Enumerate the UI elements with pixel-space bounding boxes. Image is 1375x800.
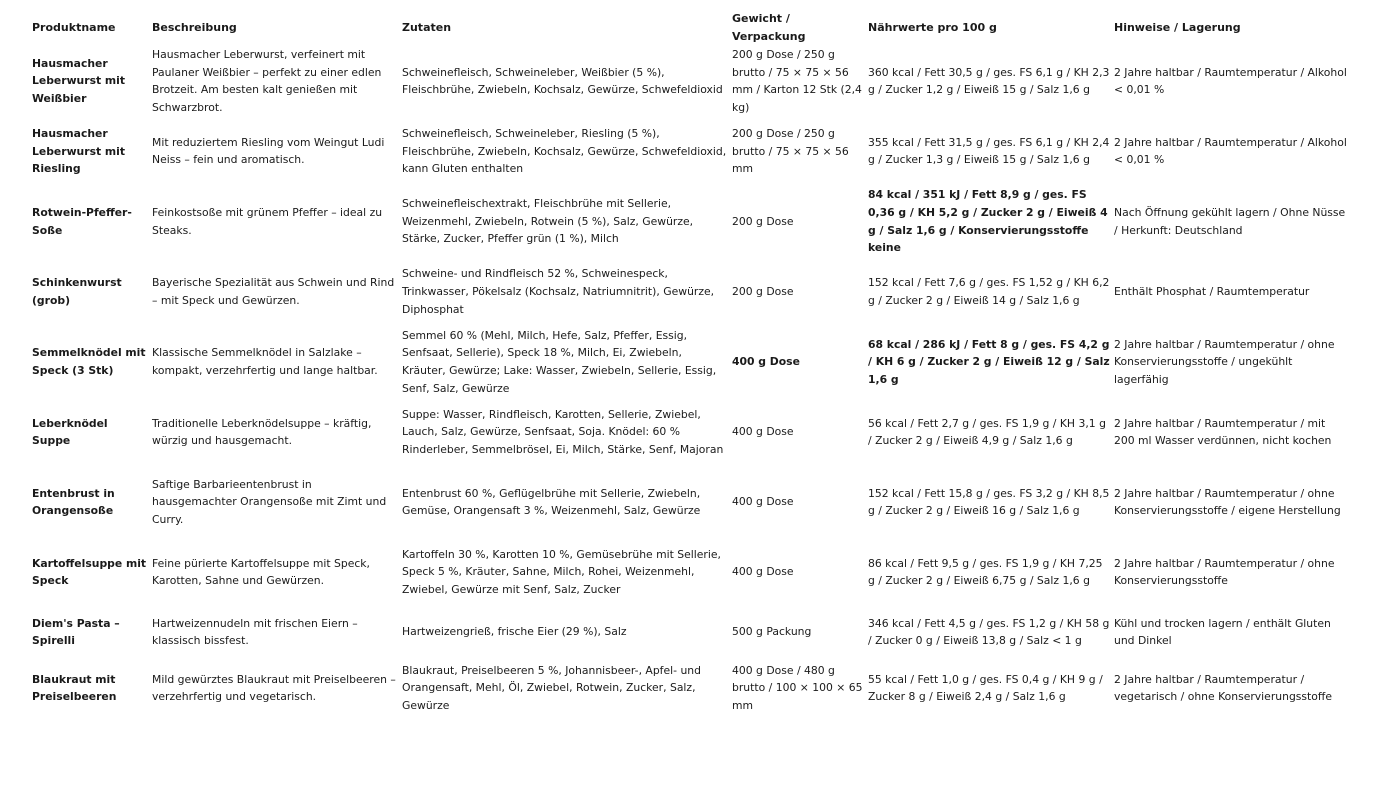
product-description: Feine pürierte Kartoffelsuppe mit Speck, Karotten, Sahne und Gewürzen. — [152, 556, 370, 588]
header-name: Produktname — [32, 21, 116, 35]
product-notes: 2 Jahre haltbar / Raumtemperatur / Alkohol < 0,01 % — [1114, 135, 1347, 167]
product-name: Schinkenwurst (grob) — [32, 276, 122, 307]
header-description: Beschreibung — [152, 21, 237, 35]
product-weight: 400 g Dose — [732, 495, 794, 509]
header-notes: Hinweise / Lagerung — [1114, 21, 1241, 35]
table-row — [30, 257, 1350, 327]
product-ingredients: Suppe: Wasser, Rindfleisch, Karotten, Sellerie, Zwiebel, Lauch, Salz, Gewürze, Senfsaat, Soja. Knödel: 60 % Rinderleber, Semmelbrösel, Ei, Milch, Stärke, Senf, Majoran — [402, 407, 724, 456]
table-row — [30, 467, 1350, 537]
table-row — [30, 116, 1350, 186]
product-name: Diem's Pasta – Spirelli — [32, 616, 120, 648]
header-ingredients: Zutaten — [402, 21, 452, 35]
product-nutrition: 56 kcal / Fett 2,7 g / ges. FS 1,9 g / KH 3,1 g / Zucker 2 g / Eiweiß 4,9 g / Salz 1,6 g — [868, 416, 1106, 448]
product-ingredients: Schweinefleisch, Schweineleber, Riesling (5 %), Fleischbrühe, Zwiebeln, Kochsalz, Gewürze, Schwefeldioxid, kann Gluten enthalten — [402, 126, 727, 176]
product-weight: 200 g Dose — [732, 214, 794, 228]
product-weight: 400 g Dose — [732, 565, 794, 579]
product-weight: 200 g Dose — [732, 284, 794, 298]
product-notes: Kühl und trocken lagern / enthält Gluten und Dinkel — [1114, 616, 1331, 648]
header-row — [30, 10, 1350, 46]
table-row — [30, 607, 1350, 657]
product-notes: 2 Jahre haltbar / Raumtemperatur / mit 200 ml Wasser verdünnen, nicht kochen — [1114, 416, 1332, 448]
product-description: Mild gewürztes Blaukraut mit Preiselbeeren – verzehrfertig und vegetarisch. — [152, 672, 396, 704]
product-nutrition: 360 kcal / Fett 30,5 g / ges. FS 6,1 g / KH 2,3 g / Zucker 1,2 g / Eiweiß 15 g / Salz 1,6 g — [868, 65, 1110, 97]
product-weight: 400 g Dose — [732, 355, 800, 369]
table-row — [30, 397, 1350, 467]
product-notes: 2 Jahre haltbar / Raumtemperatur / vegetarisch / ohne Konservierungsstoffe — [1114, 672, 1332, 704]
product-weight: 200 g Dose / 250 g brutto / 75 × 75 × 56 mm — [732, 126, 849, 176]
product-description: Saftige Barbarieentenbrust in hausgemachter Orangensoße mit Zimt und Curry. — [152, 477, 387, 526]
header-nutrition: Nährwerte pro 100 g — [868, 21, 997, 35]
product-name: Leberknödel Suppe — [32, 416, 108, 448]
product-description: Traditionelle Leberknödelsuppe – kräftig, würzig und hausgemacht. — [152, 416, 372, 448]
table-row — [30, 46, 1350, 116]
product-name: Hausmacher Leberwurst mit Weißbier — [32, 56, 126, 105]
product-notes: 2 Jahre haltbar / Raumtemperatur / ohne Konservierungsstoffe — [1114, 556, 1335, 588]
product-nutrition: 55 kcal / Fett 1,0 g / ges. FS 0,4 g / KH 9 g / Zucker 8 g / Eiweiß 2,4 g / Salz 1,6 g — [868, 672, 1103, 704]
product-nutrition: 355 kcal / Fett 31,5 g / ges. FS 6,1 g / KH 2,4 g / Zucker 1,3 g / Eiweiß 15 g / Salz 1,6 g — [868, 135, 1110, 167]
product-nutrition: 84 kcal / 351 kJ / Fett 8,9 g / ges. FS 0,36 g / KH 5,2 g / Zucker 2 g / Eiweiß 4 g / Salz 1,6 g / Konservierungsstoffe keine — [868, 188, 1108, 255]
product-ingredients: Schweine- und Rindfleisch 52 %, Schweinespeck, Trinkwasser, Pökelsalz (Kochsalz, Natriumnitrit), Gewürze, Diphosphat — [402, 267, 715, 316]
product-name: Entenbrust in Orangensoße — [32, 486, 115, 518]
product-name: Kartoffelsuppe mit Speck — [32, 556, 147, 588]
header-weight: Gewicht / Verpackung — [732, 12, 806, 43]
product-ingredients: Entenbrust 60 %, Geflügelbrühe mit Sellerie, Zwiebeln, Gemüse, Orangensaft 3 %, Weizenmehl, Salz, Gewürze — [402, 486, 701, 518]
table-row — [30, 186, 1350, 256]
product-nutrition: 86 kcal / Fett 9,5 g / ges. FS 1,9 g / KH 7,25 g / Zucker 2 g / Eiweiß 6,75 g / Salz 1,6 g — [868, 556, 1103, 588]
product-description: Bayerische Spezialität aus Schwein und Rind – mit Speck und Gewürzen. — [152, 276, 395, 307]
product-weight: 400 g Dose — [732, 425, 794, 439]
product-name: Hausmacher Leberwurst mit Riesling — [32, 126, 126, 176]
product-name: Semmelknödel mit Speck (3 Stk) — [32, 346, 146, 377]
product-description: Hausmacher Leberwurst, verfeinert mit Paulaner Weißbier – perfekt zu einer edlen Brotzeit. Am besten kalt genießen mit Schwarzbrot. — [152, 48, 382, 114]
product-description: Klassische Semmelknödel in Salzlake – kompakt, verzehrfertig und lange haltbar. — [152, 346, 378, 377]
product-ingredients: Blaukraut, Preiselbeeren 5 %, Johannisbeer-, Apfel- und Orangensaft, Mehl, Öl, Zwiebel, Rotwein, Zucker, Salz, Gewürze — [402, 663, 701, 712]
table-row — [30, 537, 1350, 607]
product-name: Blaukraut mit Preiselbeeren — [32, 672, 117, 704]
product-notes: 2 Jahre haltbar / Raumtemperatur / ohne Konservierungsstoffe / ungekühlt lagerfähig — [1114, 337, 1335, 386]
product-ingredients: Schweinefleisch, Schweineleber, Weißbier (5 %), Fleischbrühe, Zwiebeln, Kochsalz, Gewürze, Schwefeldioxid — [402, 65, 723, 97]
product-weight: 400 g Dose / 480 g brutto / 100 × 100 × 65 mm — [732, 663, 863, 712]
table-row — [30, 327, 1350, 397]
product-notes: 2 Jahre haltbar / Raumtemperatur / Alkohol < 0,01 % — [1114, 65, 1347, 97]
product-weight: 500 g Packung — [732, 625, 812, 639]
product-notes: 2 Jahre haltbar / Raumtemperatur / ohne Konservierungsstoffe / eigene Herstellung — [1114, 486, 1341, 518]
product-weight: 200 g Dose / 250 g brutto / 75 × 75 × 56 mm / Karton 12 Stk (2,4 kg) — [732, 48, 862, 114]
product-notes: Nach Öffnung gekühlt lagern / Ohne Nüsse / Herkunft: Deutschland — [1114, 205, 1346, 237]
product-nutrition: 152 kcal / Fett 15,8 g / ges. FS 3,2 g / KH 8,5 g / Zucker 2 g / Eiweiß 16 g / Salz 1,6 g — [868, 486, 1110, 518]
product-nutrition: 346 kcal / Fett 4,5 g / ges. FS 1,2 g / KH 58 g / Zucker 0 g / Eiweiß 13,8 g / Salz < 1 g — [868, 616, 1110, 648]
table-row — [30, 657, 1350, 719]
product-description: Feinkostsoße mit grünem Pfeffer – ideal zu Steaks. — [152, 205, 383, 237]
product-nutrition: 68 kcal / 286 kJ / Fett 8 g / ges. FS 4,2 g / KH 6 g / Zucker 2 g / Eiweiß 12 g / Salz 1,6 g — [868, 337, 1110, 386]
product-table — [30, 10, 1350, 719]
product-description: Mit reduziertem Riesling vom Weingut Ludi Neiss – fein und aromatisch. — [152, 135, 385, 167]
product-ingredients: Semmel 60 % (Mehl, Milch, Hefe, Salz, Pfeffer, Essig, Senfsaat, Sellerie), Speck 18 %, Milch, Ei, Zwiebeln, Kräuter, Gewürze; Lake: Wasser, Zwiebeln, Sellerie, Essig, Senf, Salz, Gewürze — [402, 328, 717, 395]
product-ingredients: Hartweizengrieß, frische Eier (29 %), Salz — [402, 625, 627, 639]
product-nutrition: 152 kcal / Fett 7,6 g / ges. FS 1,52 g / KH 6,2 g / Zucker 2 g / Eiweiß 14 g / Salz 1,6 g — [868, 276, 1110, 307]
product-notes: Enthält Phosphat / Raumtemperatur — [1114, 284, 1310, 298]
product-ingredients: Schweinefleischextrakt, Fleischbrühe mit Sellerie, Weizenmehl, Zwiebeln, Rotwein (5 %), Salz, Gewürze, Stärke, Zucker, Pfeffer grün (1 %), Milch — [402, 197, 694, 246]
product-description: Hartweizennudeln mit frischen Eiern – klassisch bissfest. — [152, 616, 358, 648]
product-ingredients: Kartoffeln 30 %, Karotten 10 %, Gemüsebrühe mit Sellerie, Speck 5 %, Kräuter, Sahne, Milch, Rohei, Weizenmehl, Zwiebel, Gewürze mit Senf, Salz, Zucker — [402, 547, 721, 596]
product-name: Rotwein-Pfeffer-Soße — [32, 205, 132, 237]
